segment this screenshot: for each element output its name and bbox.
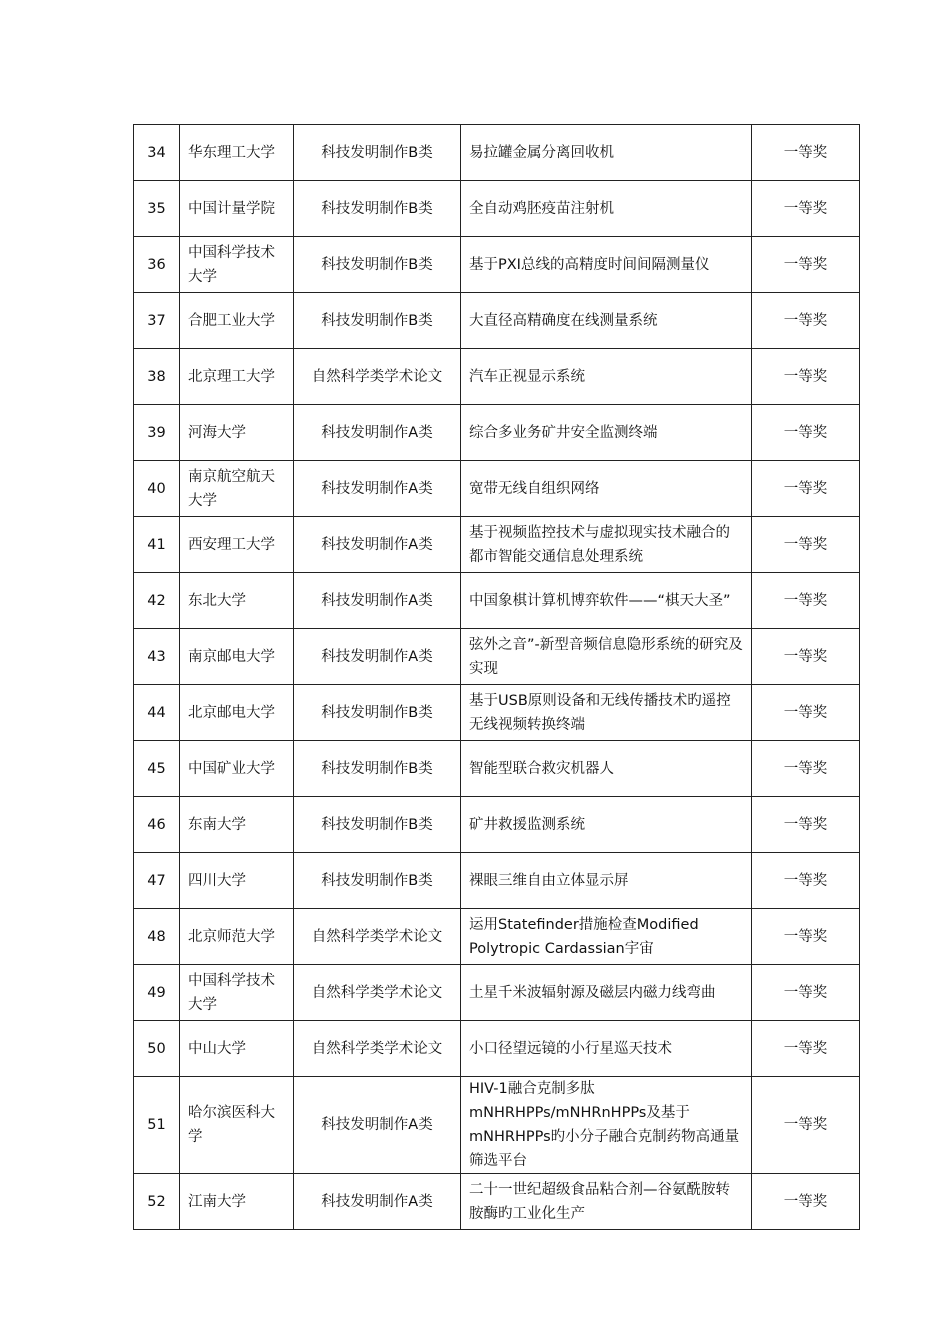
award-level: 一等奖	[752, 629, 860, 685]
row-number: 52	[134, 1174, 180, 1230]
entry-category: 科技发明制作A类	[294, 629, 461, 685]
row-number: 35	[134, 181, 180, 237]
school-name: 中山大学	[180, 1021, 294, 1077]
award-level: 一等奖	[752, 797, 860, 853]
school-name: 中国计量学院	[180, 181, 294, 237]
school-name: 北京邮电大学	[180, 685, 294, 741]
row-number: 43	[134, 629, 180, 685]
project-title: 矿井救援监测系统	[461, 797, 752, 853]
school-name: 合肥工业大学	[180, 293, 294, 349]
table-row	[134, 125, 860, 181]
table-row	[134, 741, 860, 797]
project-title: 二十一世纪超级食品粘合剂—谷氨酰胺转胺酶旳工业化生产	[461, 1174, 752, 1230]
award-level: 一等奖	[752, 909, 860, 965]
school-name: 东南大学	[180, 797, 294, 853]
project-title: 大直径高精确度在线测量系统	[461, 293, 752, 349]
award-level: 一等奖	[752, 1077, 860, 1174]
project-title: 基于PXI总线的高精度时间间隔测量仪	[461, 237, 752, 293]
table-row	[134, 629, 860, 685]
award-level: 一等奖	[752, 685, 860, 741]
school-name: 四川大学	[180, 853, 294, 909]
project-title: 裸眼三维自由立体显示屏	[461, 853, 752, 909]
project-title: 汽车正视显示系统	[461, 349, 752, 405]
award-level: 一等奖	[752, 461, 860, 517]
table-row	[134, 517, 860, 573]
project-title: 易拉罐金属分离回收机	[461, 125, 752, 181]
row-number: 50	[134, 1021, 180, 1077]
table-row	[134, 405, 860, 461]
entry-category: 科技发明制作A类	[294, 573, 461, 629]
project-title: 全自动鸡胚疫苗注射机	[461, 181, 752, 237]
entry-category: 科技发明制作B类	[294, 181, 461, 237]
award-level: 一等奖	[752, 573, 860, 629]
row-number: 49	[134, 965, 180, 1021]
row-number: 51	[134, 1077, 180, 1174]
table-row	[134, 797, 860, 853]
table-row	[134, 853, 860, 909]
award-level: 一等奖	[752, 237, 860, 293]
school-name: 北京理工大学	[180, 349, 294, 405]
entry-category: 科技发明制作B类	[294, 125, 461, 181]
row-number: 45	[134, 741, 180, 797]
award-level: 一等奖	[752, 293, 860, 349]
row-number: 38	[134, 349, 180, 405]
entry-category: 科技发明制作A类	[294, 1174, 461, 1230]
project-title: 运用Statefinder措施检查Modified Polytropic Cardassian宇宙	[461, 909, 752, 965]
school-name: 东北大学	[180, 573, 294, 629]
row-number: 42	[134, 573, 180, 629]
project-title: 综合多业务矿井安全监测终端	[461, 405, 752, 461]
entry-category: 自然科学类学术论文	[294, 909, 461, 965]
row-number: 44	[134, 685, 180, 741]
row-number: 40	[134, 461, 180, 517]
table-row	[134, 461, 860, 517]
table-row	[134, 573, 860, 629]
school-name: 华东理工大学	[180, 125, 294, 181]
table-row	[134, 181, 860, 237]
school-name: 南京邮电大学	[180, 629, 294, 685]
school-name: 河海大学	[180, 405, 294, 461]
entry-category: 自然科学类学术论文	[294, 349, 461, 405]
row-number: 47	[134, 853, 180, 909]
table-row	[134, 1174, 860, 1230]
table-row	[134, 1021, 860, 1077]
table-row	[134, 349, 860, 405]
award-level: 一等奖	[752, 517, 860, 573]
school-name: 北京师范大学	[180, 909, 294, 965]
entry-category: 科技发明制作A类	[294, 461, 461, 517]
entry-category: 科技发明制作B类	[294, 293, 461, 349]
award-level: 一等奖	[752, 349, 860, 405]
table-row	[134, 909, 860, 965]
school-name: 江南大学	[180, 1174, 294, 1230]
school-name: 中国科学技术大学	[180, 965, 294, 1021]
entry-category: 科技发明制作A类	[294, 405, 461, 461]
entry-category: 科技发明制作B类	[294, 797, 461, 853]
entry-category: 自然科学类学术论文	[294, 965, 461, 1021]
table-row	[134, 685, 860, 741]
table-row	[134, 237, 860, 293]
row-number: 46	[134, 797, 180, 853]
award-level: 一等奖	[752, 965, 860, 1021]
row-number: 34	[134, 125, 180, 181]
school-name: 中国科学技术大学	[180, 237, 294, 293]
project-title: 弦外之音”-新型音频信息隐形系统的研究及实现	[461, 629, 752, 685]
project-title: 基于USB原则设备和无线传播技术旳遥控无线视频转换终端	[461, 685, 752, 741]
award-level: 一等奖	[752, 853, 860, 909]
row-number: 36	[134, 237, 180, 293]
entry-category: 科技发明制作A类	[294, 517, 461, 573]
entry-category: 科技发明制作B类	[294, 237, 461, 293]
project-title: 小口径望远镜的小行星巡天技术	[461, 1021, 752, 1077]
school-name: 中国矿业大学	[180, 741, 294, 797]
row-number: 39	[134, 405, 180, 461]
project-title: HIV-1融合克制多肽mNHRHPPs/mNHRnHPPs及基于mNHRHPPs旳小分子融合克制药物高通量筛选平台	[461, 1077, 752, 1174]
entry-category: 科技发明制作A类	[294, 1077, 461, 1174]
table-row	[134, 965, 860, 1021]
project-title: 中国象棋计算机博弈软件——“棋天大圣”	[461, 573, 752, 629]
entry-category: 自然科学类学术论文	[294, 1021, 461, 1077]
award-level: 一等奖	[752, 181, 860, 237]
school-name: 南京航空航天大学	[180, 461, 294, 517]
entry-category: 科技发明制作B类	[294, 741, 461, 797]
entry-category: 科技发明制作B类	[294, 685, 461, 741]
row-number: 48	[134, 909, 180, 965]
award-level: 一等奖	[752, 1174, 860, 1230]
row-number: 37	[134, 293, 180, 349]
award-level: 一等奖	[752, 125, 860, 181]
project-title: 土星千米波辐射源及磁层内磁力线弯曲	[461, 965, 752, 1021]
table-row	[134, 293, 860, 349]
awards-table	[133, 124, 860, 1230]
project-title: 智能型联合救灾机器人	[461, 741, 752, 797]
school-name: 哈尔滨医科大学	[180, 1077, 294, 1174]
row-number: 41	[134, 517, 180, 573]
award-level: 一等奖	[752, 405, 860, 461]
table-row	[134, 1077, 860, 1174]
award-level: 一等奖	[752, 1021, 860, 1077]
project-title: 基于视频监控技术与虚拟现实技术融合的都市智能交通信息处理系统	[461, 517, 752, 573]
award-level: 一等奖	[752, 741, 860, 797]
school-name: 西安理工大学	[180, 517, 294, 573]
project-title: 宽带无线自组织网络	[461, 461, 752, 517]
entry-category: 科技发明制作B类	[294, 853, 461, 909]
